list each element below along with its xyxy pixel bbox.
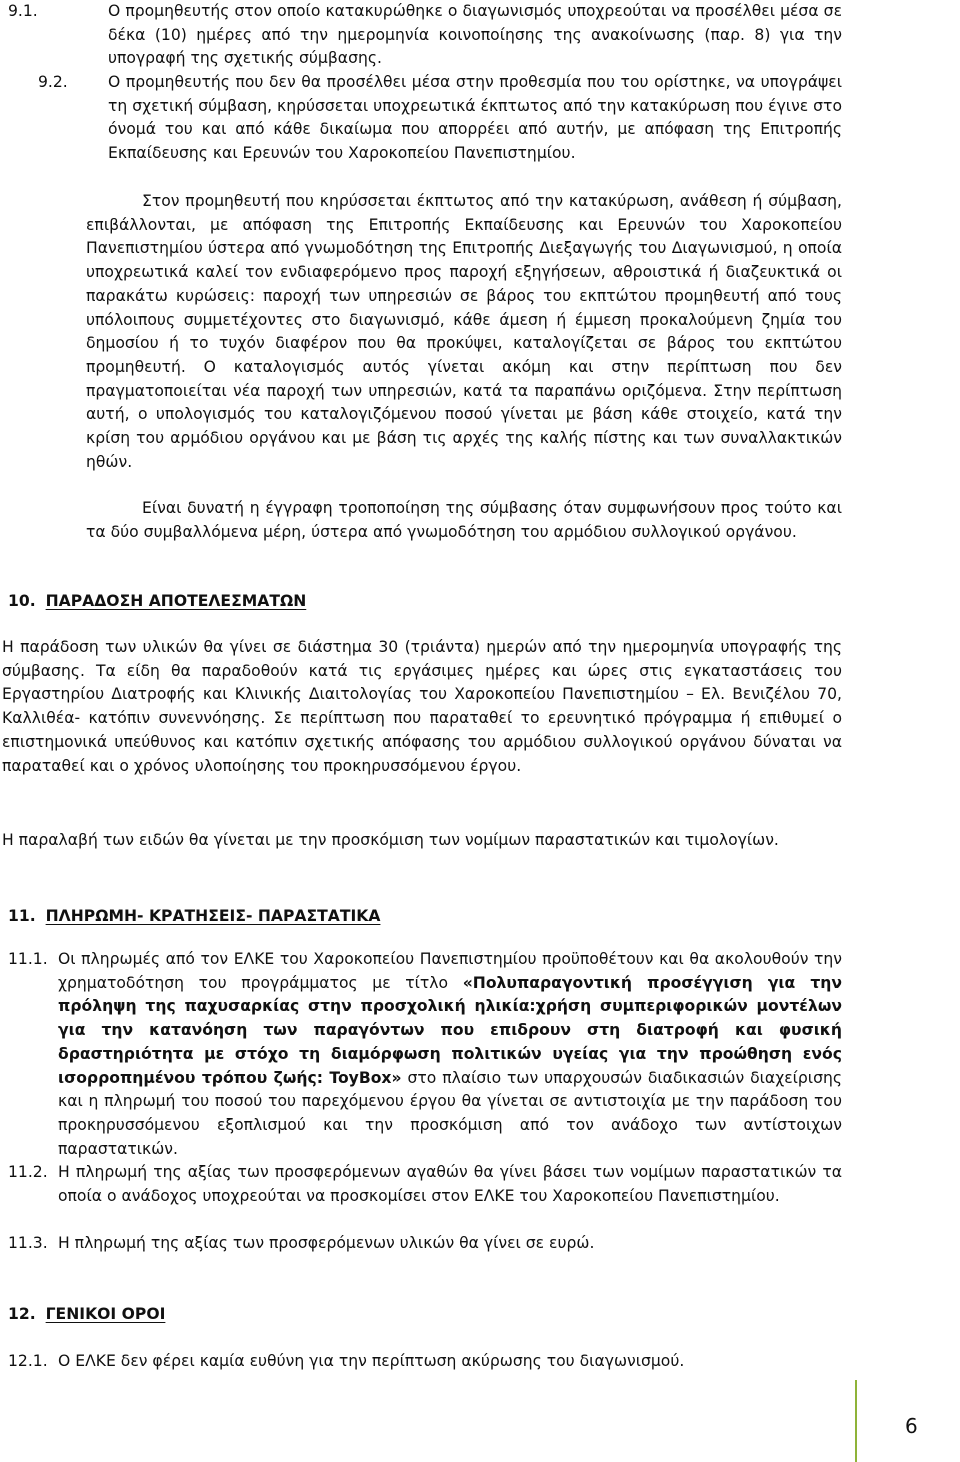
section-title: ΓΕΝΙΚΟΙ ΟΡΟΙ bbox=[45, 1305, 166, 1323]
footer-divider bbox=[855, 1380, 857, 1462]
section-number: 11. bbox=[8, 907, 36, 925]
clause-number: 11.3. bbox=[8, 1234, 48, 1252]
clause-9-2-sanctions-text: Στον προμηθευτή που κηρύσσεται έκπτωτος από την κατακύρωση, ανάθεση ή σύμβαση, επιβάλλονται, με απόφαση της Επιτροπής Εκπαίδευσης και Ερευνών του Χαροκοπείου Πανεπιστημίου ύστερα από γνωμοδότηση της Επιτροπής Διεξαγωγής του Διαγωνισμού, η οποία υποχρεωτικά καλεί τον ενδιαφερόμενο προς παροχή εξηγήσεων, αθροιστικά ή διαζευκτικά οι παρακάτω κυρώσεις: παροχή των υπηρεσιών σε βάρος του εκπτώτου προμηθευτή από τους υπόλοιπους συμμετέχοντες στο διαγωνισμό, κάθε άμεση ή έμμεση προκαλούμενη ζημία του δημοσίου ή το τυχόν διαφέρον που θα προκύψει, καταλογίζεται σε βάρος του εκπτώτου προμηθευτή. Ο καταλογισμός αυτός γίνεται ακόμη και στην περίπτωση που δεν πραγματοποιείται νέα παροχή των υπηρεσιών, κατά τα παραπάνω οριζόμενα. Στην περίπτωση αυτή, ο υπολογισμός του καταλογιζόμενου ποσού γίνεται με βάση κάθε στοιχείο, κατά την κρίση του αρμόδιου οργάνου και με βάση τις αρχές της καλής πίστης και των συναλλακτικών ηθών. bbox=[86, 192, 842, 471]
clause-11-1-text bbox=[58, 948, 842, 1161]
clause-11-2-text: Η πληρωμή της αξίας των προσφερόμενων αγαθών θα γίνει βάσει των νομίμων παραστατικών τα οποία ο ανάδοχος υποχρεούται να προσκομίσει στον ΕΛΚΕ του Χαροκοπείου Πανεπιστημίου. bbox=[58, 1163, 842, 1205]
delivery-paragraph: Η παράδοση των υλικών θα γίνει σε διάστημα 30 (τριάντα) ημερών από την ημερομηνία υπογραφής της σύμβασης. Τα είδη θα παραδοθούν κατά τις εργάσιμες ημέρες και ώρες στις εγκαταστάσεις του Εργαστηρίου Διατροφής και Κλινικής Διαιτολογίας του Χαροκοπείου Πανεπιστημίου – Ελ. Βενιζέλου 70, Καλλιθέα- κατόπιν συνεννόησης. Σε περίπτωση που παραταθεί το ερευνητικό πρόγραμμα ή επιθυμεί ο επιστημονικά υπεύθυνος και κατόπιν σχετικής απόφασης του αρμόδιου συλλογικού οργάνου δύναται να παραταθεί και ο χρόνος υλοποίησης του προκηρυσσόμενου έργου. bbox=[2, 638, 842, 775]
clause-11-1-pre: Οι πληρωμές από τον ΕΛΚΕ του Χαροκοπείου Πανεπιστημίου προϋποθέτουν και θα ακολουθούν την χρηματοδότηση του προγράμματος με τίτλο bbox=[58, 950, 842, 992]
clause-number: 12.1. bbox=[8, 1352, 48, 1370]
section-heading-11 bbox=[8, 904, 380, 928]
clause-number: 11.1. bbox=[8, 950, 48, 968]
clause-number: 9.1. bbox=[8, 2, 38, 20]
clause-9-2-text: Ο προμηθευτής που δεν θα προσέλθει μέσα στην προθεσμία που του ορίστηκε, να υπογράψει τη σχετική σύμβαση, κηρύσσεται υποχρεωτικά έκπτωτος από την κατακύρωση που έγινε στο όνομά του και από κάθε δικαίωμα που απορρέει από αυτήν, με απόφαση της Επιτροπής Εκπαίδευσης και Ερευνών του Χαροκοπείου Πανεπιστημίου. bbox=[108, 73, 842, 163]
section-title: ΠΛΗΡΩΜΗ- ΚΡΑΤΗΣΕΙΣ- ΠΑΡΑΣΤΑΤΙΚΑ bbox=[45, 907, 381, 925]
section-heading-12 bbox=[8, 1302, 165, 1326]
clause-9-1-text: Ο προμηθευτής στον οποίο κατακυρώθηκε ο διαγωνισμός υποχρεούται να προσέλθει μέσα σε δέκα (10) ημέρες από την ημερομηνία κοινοποίησης της ανακοίνωσης (παρ. 8) για την υπογραφή της σχετικής σύμβασης. bbox=[108, 2, 842, 68]
section-title: ΠΑΡΑΔΟΣΗ ΑΠΟΤΕΛΕΣΜΑΤΩΝ bbox=[45, 592, 307, 610]
section-number: 10. bbox=[8, 592, 36, 610]
clause-number: 11.2. bbox=[8, 1163, 48, 1181]
page-number: 6 bbox=[905, 1414, 918, 1438]
section-number: 12. bbox=[8, 1305, 36, 1323]
clause-11-3-text: Η πληρωμή της αξίας των προσφερόμενων υλικών θα γίνει σε ευρώ. bbox=[58, 1234, 595, 1252]
clause-number: 9.2. bbox=[38, 73, 68, 91]
receipt-paragraph: Η παραλαβή των ειδών θα γίνεται με την προσκόμιση των νομίμων παραστατικών και τιμολογίων. bbox=[2, 831, 779, 849]
program-title: «Πολυπαραγοντική προσέγγιση για την πρόληψη της παχυσαρκίας στην προσχολική ηλικία:χρήση συμπεριφορικών μοντέλων για την κατανόηση των παραγόντων που επιδρουν στη διατροφή και φυσική δραστηριότητα με στόχο τη διαμόρφωση πολιτικών υγείας για την προώθηση ενός ισορροπημένου τρόπου ζωής: ToyBox» bbox=[58, 973, 842, 1087]
section-heading-10 bbox=[8, 589, 306, 613]
clause-9-2-amendment-text: Είναι δυνατή η έγγραφη τροποποίηση της σύμβασης όταν συμφωνήσουν προς τούτο και τα δύο συμβαλλόμενα μέρη, ύστερα από γνωμοδότηση του αρμόδιου συλλογικού οργάνου. bbox=[86, 499, 842, 541]
clause-11-1-post: στο πλαίσιο των υπαρχουσών διαδικασιών διαχείρισης και η πληρωμή του ποσού του παρεχόμενου έργου θα γίνεται σε αντιστοιχία με την παράδοση του προκηρυσσόμενου εξοπλισμού και την προσκόμιση από τον ανάδοχο των αντίστοιχων παραστατικών. bbox=[58, 1068, 843, 1158]
clause-12-1-text: Ο ΕΛΚΕ δεν φέρει καμία ευθύνη για την περίπτωση ακύρωσης του διαγωνισμού. bbox=[58, 1352, 685, 1370]
